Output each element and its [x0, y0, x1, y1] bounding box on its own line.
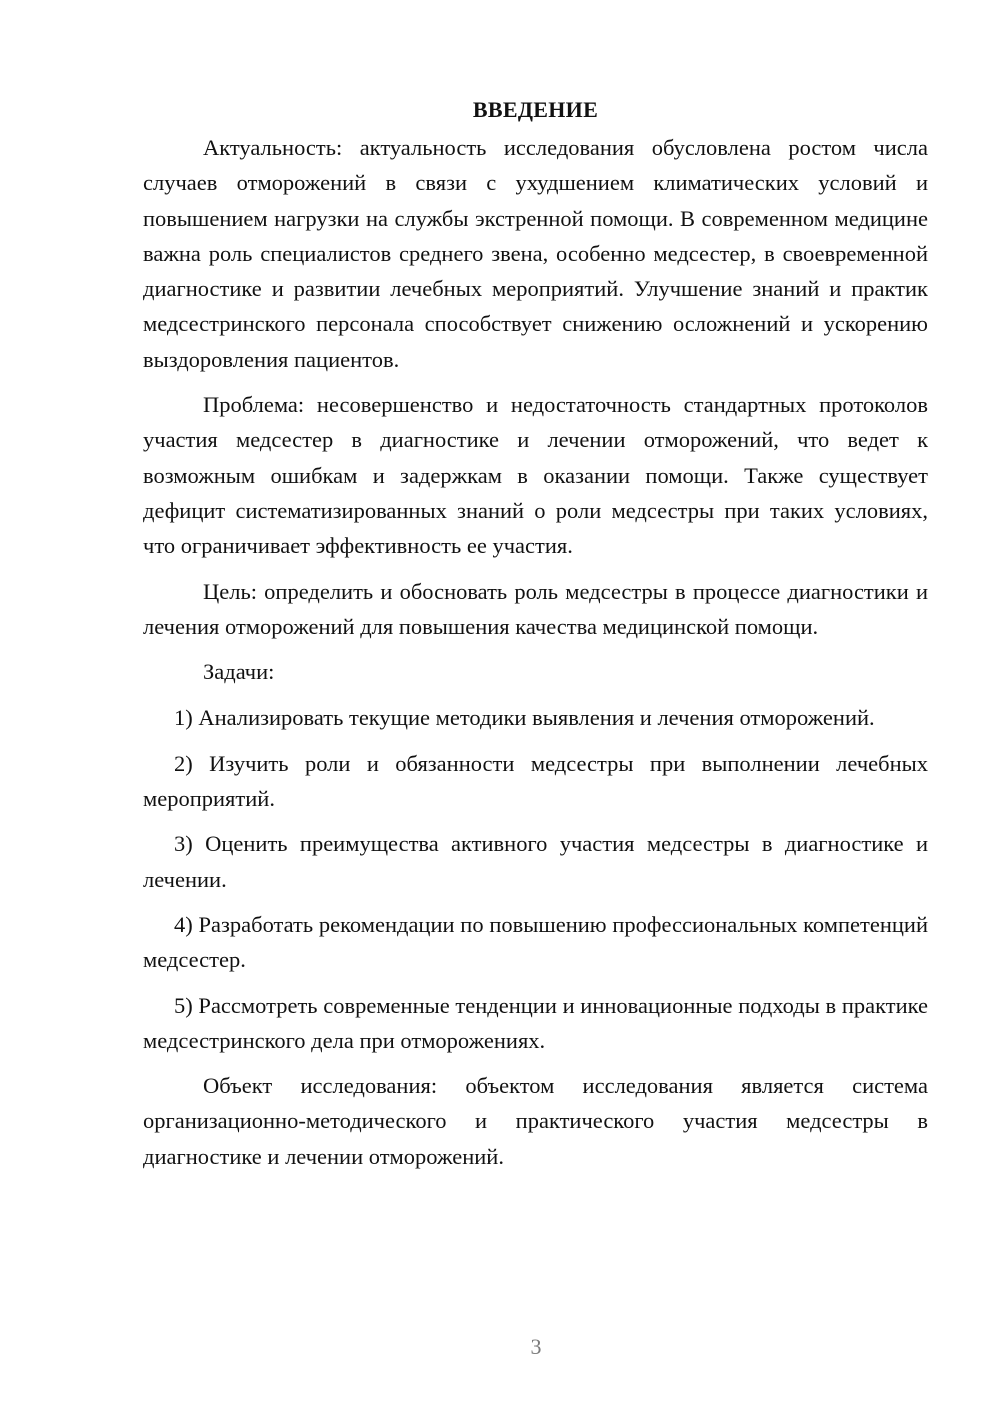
task-item-4: 4) Разработать рекомендации по повышению профессиональных компетенций медсестер. [143, 911, 928, 973]
document-page [143, 92, 928, 1174]
task-item-1: 1) Анализировать текущие методики выявления и лечения отморожений. [174, 705, 875, 731]
relevance-paragraph: Актуальность: актуальность исследования обусловлена ростом числа случаев отморожений в связи с ухудшением климатических условий и повышением нагрузки на службы экстренной помощи. В современном медицине важна роль специалистов среднего звена, особенно медсестер, в своевременной диагностике и развитии лечебных мероприятий. Улучшение знаний и практик медсестринского персонала способствует снижению осложнений и ускорению выздоровления пациентов. [143, 135, 928, 372]
problem-paragraph: Проблема: несовершенство и недостаточность стандартных протоколов участия медсестер в диагностике и лечении отморожений, что ведет к возможным ошибкам и задержкам в оказании помощи. Также существует дефицит систематизированных знаний о роли медсестры при таких условиях, что ограничивает эффективность ее участия. [143, 392, 928, 559]
tasks-label: Задачи: [203, 659, 275, 685]
task-item-5: 5) Рассмотреть современные тенденции и инновационные подходы в практике медсестринского дела при отморожениях. [143, 992, 928, 1053]
goal-paragraph: Цель: определить и обосновать роль медсестры в процессе диагностики и лечения отморожений для повышения качества медицинской помощи. [143, 578, 928, 639]
page-number: 3 [530, 1334, 542, 1359]
task-item-2: 2) Изучить роли и обязанности медсестры при выполнении лечебных мероприятий. [143, 750, 928, 812]
task-item-3: 3) Оценить преимущества активного участия медсестры в диагностике и лечении. [143, 831, 928, 892]
research-object-paragraph: Объект исследования: объектом исследования является система организационно-методического и практического участия медсестры в диагностике и лечении отморожений. [143, 1073, 928, 1169]
section-heading: ВВЕДЕНИЕ [472, 97, 599, 122]
